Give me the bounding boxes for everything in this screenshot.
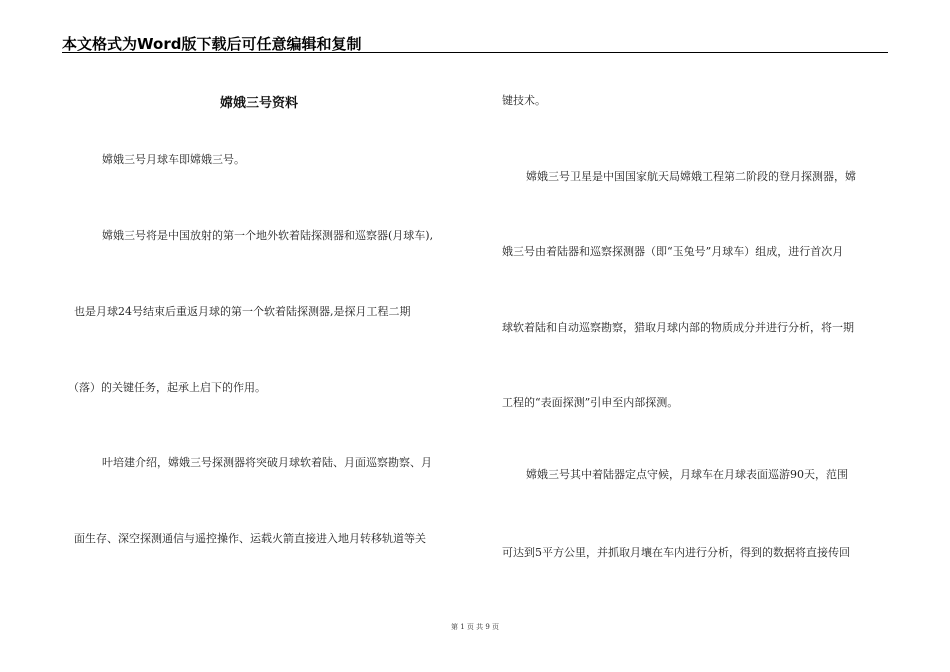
right-line-4: 球软着陆和自动巡察勘察，猎取月球内部的物质成分并进行分析，将一期	[502, 321, 854, 334]
left-column	[62, 0, 482, 672]
document-banner: 本文格式为Word版下载后可任意编辑和复制	[62, 35, 362, 53]
left-line-3: 也是月球24号结束后重返月球的第一个软着陆探测器,是探月工程二期	[74, 305, 411, 318]
right-line-7: 可达到5平方公里，并抓取月壤在车内进行分析，得到的数据将直接传回	[502, 546, 850, 559]
right-line-1: 键技术。	[502, 94, 546, 107]
left-line-1: 嫦娥三号月球车即嫦娥三号。	[102, 153, 245, 166]
right-line-5: 工程的“表面探测”引申至内部探测。	[502, 396, 679, 409]
right-line-2: 嫦娥三号卫星是中国国家航天局嫦娥工程第二阶段的登月探测器，嫦	[526, 170, 856, 183]
right-line-3: 娥三号由着陆器和巡察探测器（即“玉兔号”月球车）组成，进行首次月	[502, 245, 844, 258]
left-line-5: 叶培建介绍，嫦娥三号探测器将突破月球软着陆、月面巡察勘察、月	[102, 456, 432, 469]
left-line-6: 面生存、深空探测通信与遥控操作、运载火箭直接进入地月转移轨道等关	[74, 532, 426, 545]
left-line-4: （落）的关键任务，起承上启下的作用。	[68, 381, 266, 394]
right-line-6: 嫦娥三号其中着陆器定点守候，月球车在月球表面巡游90天，范围	[526, 468, 848, 481]
document-title: 嫦娥三号资料	[220, 96, 299, 111]
right-column	[502, 0, 888, 672]
left-line-2: 嫦娥三号将是中国放射的第一个地外软着陆探测器和巡察器(月球车),	[102, 229, 434, 242]
page-number: 第 1 页 共 9 页	[450, 623, 500, 631]
